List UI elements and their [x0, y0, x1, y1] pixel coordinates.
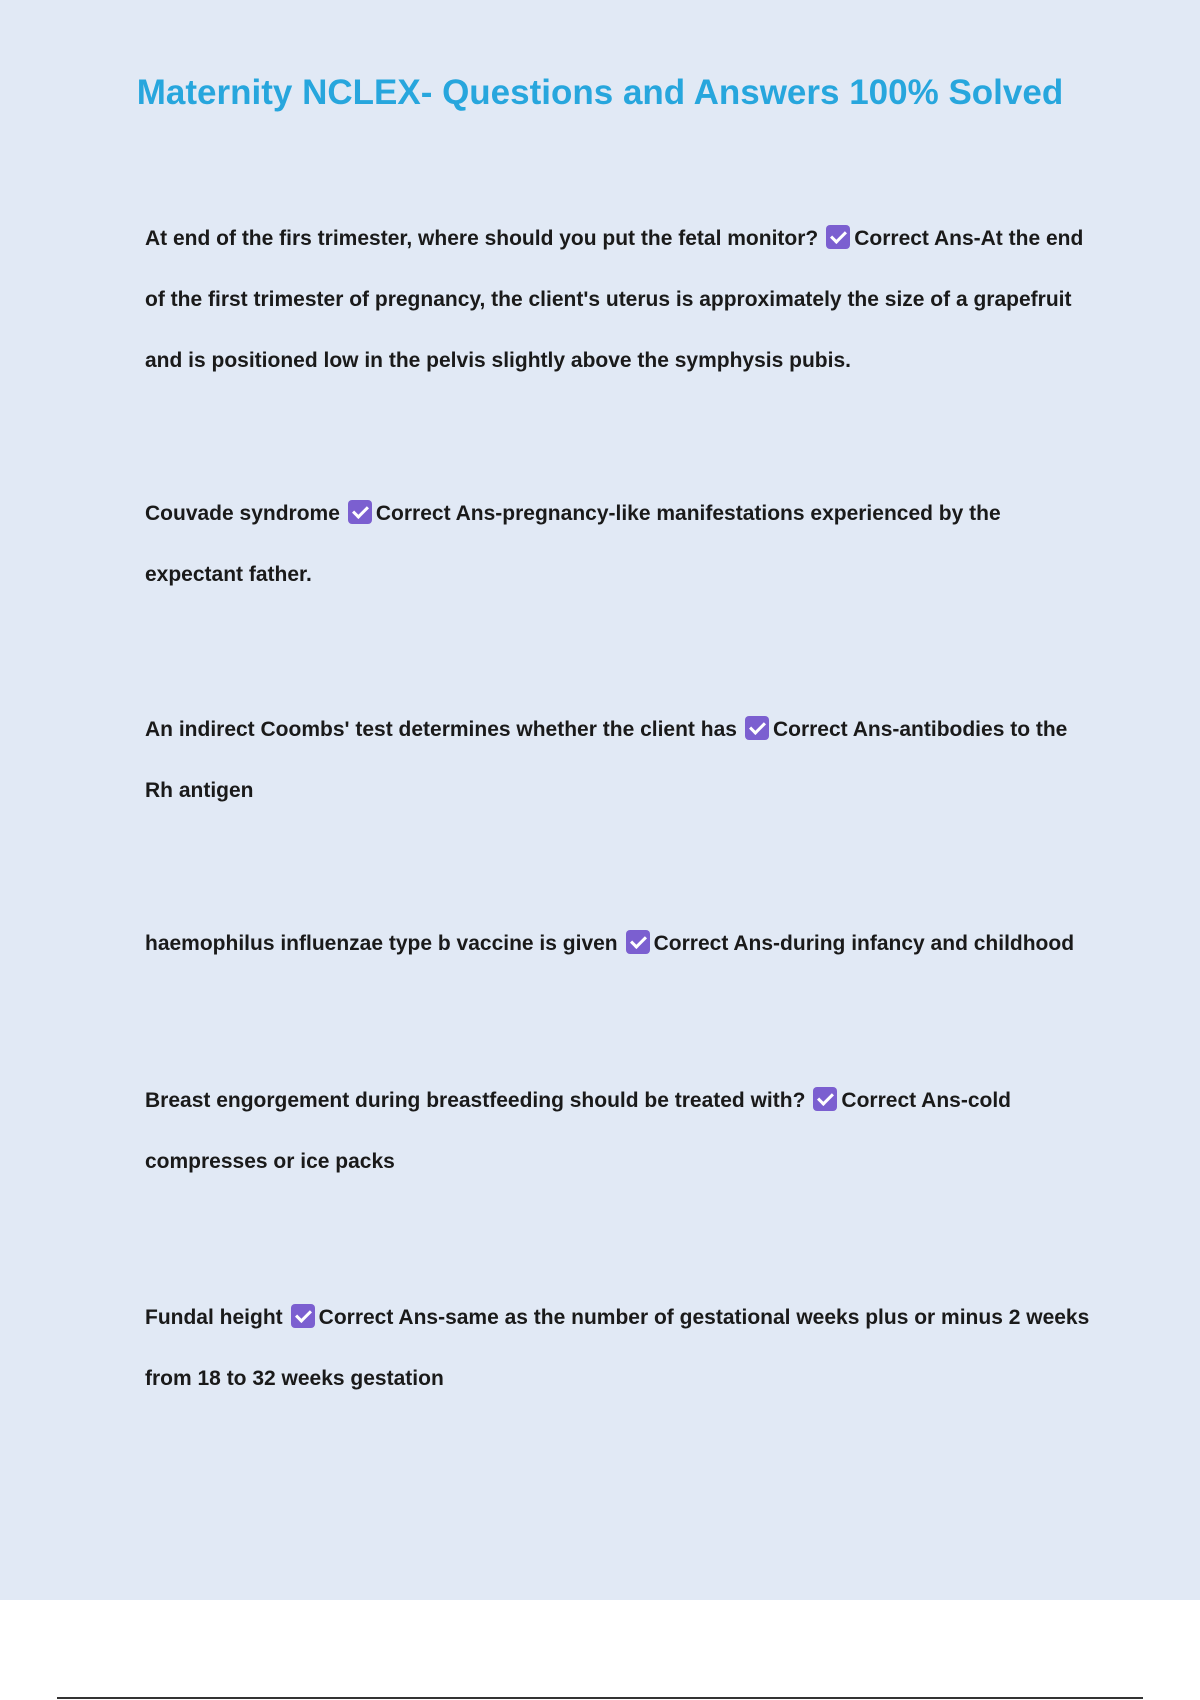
answer-text: Correct Ans-antibodies to the Rh antigen — [145, 718, 1068, 802]
footer-divider — [57, 1697, 1143, 1699]
qa-item — [145, 1287, 1095, 1409]
question-text: An indirect Coombs' test determines whether the client has — [145, 718, 737, 741]
qa-item — [145, 483, 1095, 605]
checkmark-box-icon — [348, 500, 372, 524]
qa-item — [145, 1070, 1095, 1192]
checkmark-box-icon — [626, 930, 650, 954]
answer-text: Correct Ans-pregnancy-like manifestations experienced by the expectant father. — [145, 502, 1001, 586]
qa-item — [145, 913, 1095, 974]
checkmark-box-icon — [291, 1304, 315, 1328]
answer-text: Correct Ans-cold compresses or ice packs — [145, 1089, 1012, 1173]
checkmark-box-icon — [813, 1087, 837, 1111]
question-text: At end of the firs trimester, where should you put the fetal monitor? — [145, 227, 819, 250]
answer-text: Correct Ans-At the end of the first trimester of pregnancy, the client's uterus is approximately the size of a grapefruit and is positioned low in the pelvis slightly above the symphysis pubis. — [145, 227, 1084, 372]
document-title: Maternity NCLEX- Questions and Answers 100% Solved — [136, 73, 1064, 112]
qa-item — [145, 699, 1095, 821]
question-text: Breast engorgement during breastfeeding should be treated with? — [145, 1089, 806, 1112]
checkmark-box-icon — [745, 716, 769, 740]
question-text: Couvade syndrome — [145, 502, 340, 525]
checkmark-box-icon — [826, 225, 850, 249]
answer-text: Correct Ans-same as the number of gestational weeks plus or minus 2 weeks from 18 to 32 weeks gestation — [145, 1306, 1090, 1390]
qa-item — [145, 208, 1095, 391]
question-text: Fundal height — [145, 1306, 283, 1329]
question-text: haemophilus influenzae type b vaccine is given — [145, 932, 618, 955]
answer-text: Correct Ans-during infancy and childhood — [653, 932, 1075, 955]
